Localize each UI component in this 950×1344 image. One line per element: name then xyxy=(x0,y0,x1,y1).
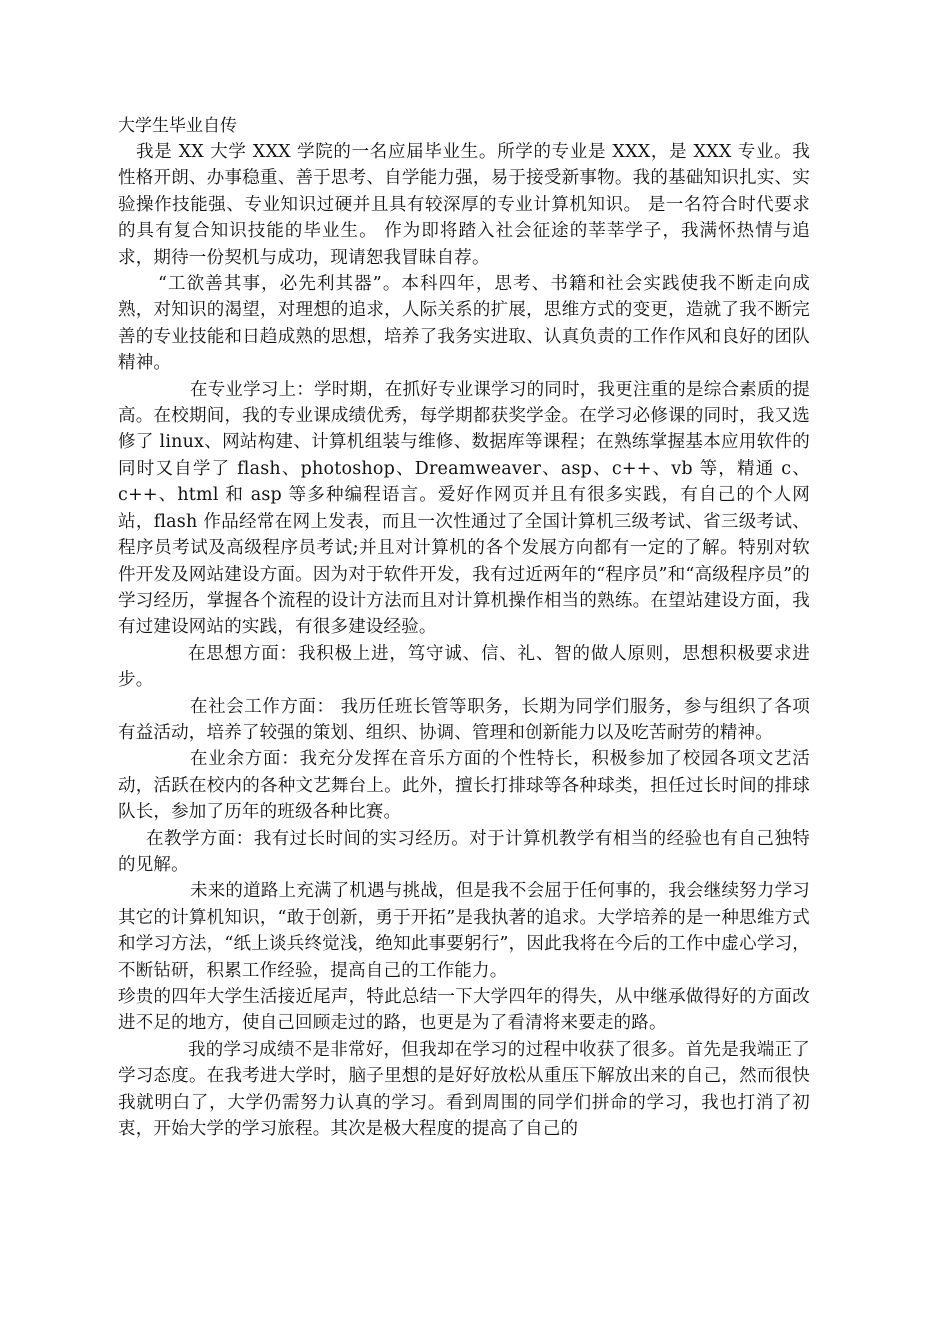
document-page xyxy=(118,113,810,1142)
document-title: 大学生毕业自传 xyxy=(118,116,237,136)
paragraph-intro: 我是 XX 大学 XXX 学院的一名应届毕业生。所学的专业是 XXX，是 XXX 专业。我性格开朗、办事稳重、善于思考、自学能力强，易于接受新事物。我的基础知识扎实、实验操作技能强、专业知识过硬并且具有较深厚的专业计算机知识。 是一名符合时代要求的具有复合知识技能的毕业生。 作为即将踏入社会征途的莘莘学子，我满怀热情与追求，期待一份契机与成功，现请恕我冒昧自荐。 xyxy=(118,142,810,268)
paragraph-teaching: 在教学方面：我有过长时间的实习经历。对于计算机教学有相当的经验也有自己独特的见解。 xyxy=(118,828,810,875)
paragraph-learning: 我的学习成绩不是非常好，但我却在学习的过程中收获了很多。首先是我端正了学习态度。在我考进大学时，脑子里想的是好好放松从重压下解放出来的自己，然而很快我就明白了，大学仍需努力认真的学习。看到周围的同学们拼命的学习，我也打消了初衷，开始大学的学习旅程。其次是极大程度的提高了自己的 xyxy=(118,1039,810,1140)
paragraph-summary: 珍贵的四年大学生活接近尾声，特此总结一下大学四年的得失，从中继承做得好的方面改进不足的地方，使自己回顾走过的路，也更是为了看清将来要走的路。 xyxy=(118,987,810,1034)
paragraph-hobby: 在业余方面：我充分发挥在音乐方面的个性特长，积极参加了校园各项文艺活动，活跃在校内的各种文艺舞台上。此外，擅长打排球等各种球类，担任过长时间的排球队长，参加了历年的班级各种比赛。 xyxy=(118,749,810,823)
paragraph-study: 在专业学习上：学时期，在抓好专业课学习的同时，我更注重的是综合素质的提高。在校期间，我的专业课成绩优秀，每学期都获奖学金。在学习必修课的同时，我又选修了 linux、网站构建、计算机组装与维修、数据库等课程；在熟练掌握基本应用软件的同时又自学了 flash、photoshop、Dreamweaver、asp、c++、vb 等，精通 c、c++、html 和 asp 等多种编程语言。爱好作网页并且有很多实践，有自己的个人网站，flash 作品经常在网上发表，而且一次性通过了全国计算机三级考试、省三级考试、程序员考试及高级程序员考试;并且对计算机的各个发展方向都有一定的了解。特别对软件开发及网站建设方面。因为对于软件开发，我有过近两年的“程序员”和“高级程序员”的学习经历，掌握各个流程的设计方法而且对计算机操作相当的熟练。在望站建设方面，我有过建设网站的实践，有很多建设经验。 xyxy=(118,379,810,638)
paragraph-social-work: 在社会工作方面： 我历任班长管等职务，长期为同学们服务，参与组织了各项有益活动，培养了较强的策划、组织、协调、管理和创新能力以及吃苦耐劳的精神。 xyxy=(118,696,810,743)
paragraph-future: 未来的道路上充满了机遇与挑战，但是我不会屈于任何事的，我会继续努力学习其它的计算机知识，“敢于创新，勇于开拓”是我执著的追求。大学培养的是一种思维方式和学习方法，“纸上谈兵终觉浅，绝知此事要躬行”，因此我将在今后的工作中虚心学习，不断钻研，积累工作经验，提高自己的工作能力。 xyxy=(118,881,810,981)
paragraph-thought: 在思想方面：我积极上进，笃守诚、信、礼、智的做人原则，思想积极要求进步。 xyxy=(118,643,810,691)
paragraph-motto: “工欲善其事，必先利其器”。本科四年，思考、书籍和社会实践使我不断走向成熟，对知识的渴望，对理想的追求，人际关系的扩展，思维方式的变更，造就了我不断完善的专业技能和日趋成熟的思想，培养了我务实进取、认真负责的工作作风和良好的团队精神。 xyxy=(118,274,810,374)
